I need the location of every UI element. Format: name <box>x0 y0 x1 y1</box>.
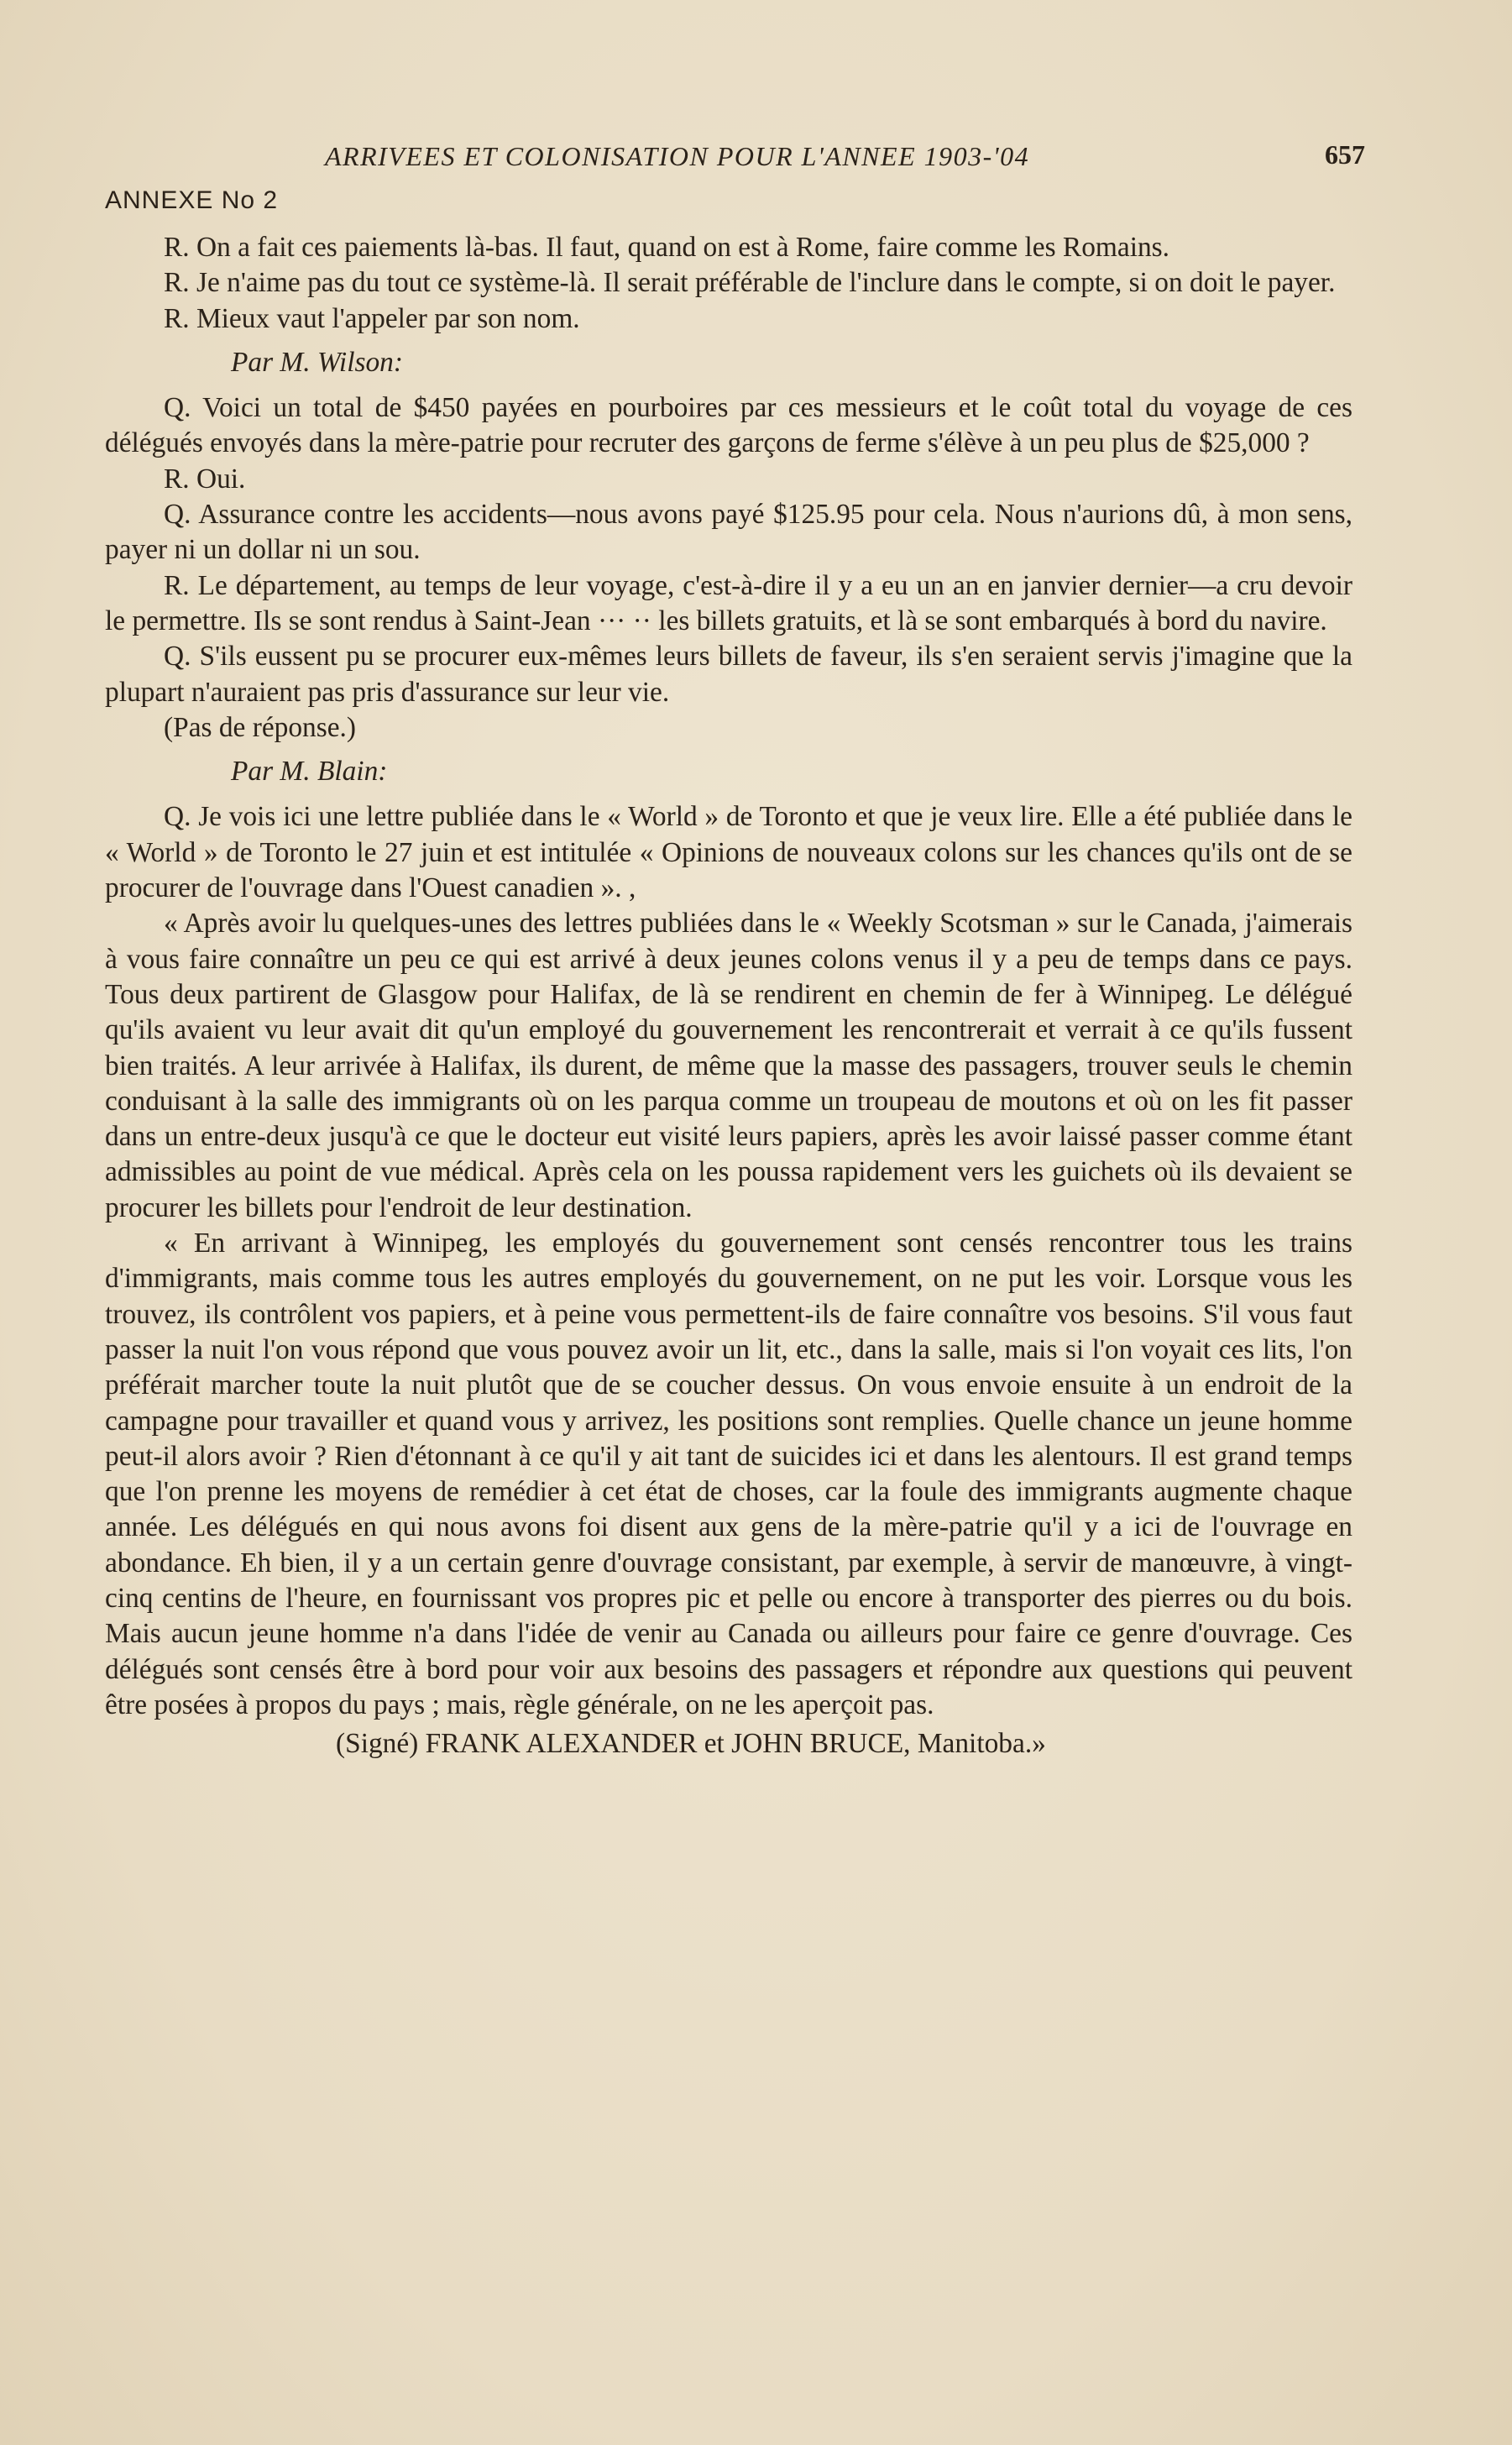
paragraph-question: Q. Voici un total de $450 payées en pourboires par ces messieurs et le coût total du voyage de ces délégués envoyés dans la mère-patrie pour recruter des garçons de ferme s'élève à un peu plus de $25,000 ? <box>105 392 1352 459</box>
paragraph-answer: R. Mieux vaut l'appeler par son nom. <box>164 302 580 334</box>
body-text <box>105 230 1352 1762</box>
paragraph-question: Q. Je vois ici une lettre publiée dans le « World » de Toronto et que je veux lire. Elle a été publiée dans le « World » de Toronto le 27 juin et est intitulée « Opinions de nouveaux colons sur les chances qu'ils ont de se procurer de l'ouvrage dans l'Ouest canadien ». , <box>105 801 1352 904</box>
speaker-heading-wilson: Par M. Wilson: <box>231 346 403 378</box>
speaker-heading-blain: Par M. Blain: <box>231 756 388 788</box>
annex-label: ANNEXE No 2 <box>105 186 279 214</box>
page-number: 657 <box>1325 139 1365 170</box>
running-title: ARRIVEES ET COLONISATION POUR L'ANNEE 1903-'04 <box>325 141 1030 171</box>
paragraph-answer: R. Je n'aime pas du tout ce système-là. Il serait préférable de l'inclure dans le compte, si on doit le payer. <box>164 267 1336 299</box>
paragraph-answer: R. Le département, au temps de leur voyage, c'est-à-dire il y a eu un an en janvier dernier—a cru devoir le permettre. Ils se sont rendus à Saint-Jean ··· ·· les billets gratuits, et là se sont embarqués à bord du navire. <box>105 569 1352 636</box>
letter-paragraph: « Après avoir lu quelques-unes des lettres publiées dans le « Weekly Scotsman » sur le Canada, j'aimerais à vous faire connaître un peu ce qui est arrivé à deux jeunes colons venus il y a peu de temps dans ce pays. Tous deux partirent de Glasgow pour Halifax, de là se rendirent en chemin de fer à Winnipeg. Le délégué qu'ils avaient vu leur avait dit qu'un employé du gouvernement les rencontrerait et verrait à ce qu'ils fussent bien traités. A leur arrivée à Halifax, ils durent, de même que la masse des passagers, trouver seuls le chemin conduisant à la salle des immigrants où on les parqua comme un troupeau de moutons et où on les fit passer dans un entre-deux jusqu'à ce que le docteur eut visité leurs papiers, après les avoir laissé passer comme étant admissibles au point de vue médical. Après cela on les poussa rapidement vers les guichets où ils devaient se procurer les billets pour l'endroit de leur destination. <box>105 908 1352 1223</box>
paragraph-answer: R. Oui. <box>164 463 246 495</box>
paragraph-question: Q. Assurance contre les accidents—nous avons payé $125.95 pour cela. Nous n'aurions dû, à mon sens, payer ni un dollar ni un sou. <box>105 499 1352 566</box>
letter-signature: (Signé) FRANK ALEXANDER et JOHN BRUCE, Manitoba.» <box>336 1728 1046 1760</box>
paragraph-answer: R. On a fait ces paiements là-bas. Il faut, quand on est à Rome, faire comme les Romains. <box>164 232 1170 263</box>
running-header <box>105 126 1365 176</box>
paragraph-question: Q. S'ils eussent pu se procurer eux-mêmes leurs billets de faveur, ils s'en seraient servis j'imagine que la plupart n'auraient pas pris d'assurance sur leur vie. <box>105 641 1352 708</box>
paragraph-no-answer: (Pas de réponse.) <box>164 711 357 743</box>
letter-paragraph: « En arrivant à Winnipeg, les employés du gouvernement sont censés rencontrer tous les trains d'immigrants, mais comme tous les autres employés du gouvernement, on ne put les voir. Lorsque vous les trouvez, ils contrôlent vos papiers, et à peine vous permettent-ils de faire connaître vos besoins. S'il vous faut passer la nuit l'on vous répond que vous pouvez avoir un lit, etc., dans la salle, mais si l'on voyait ces lits, l'on préférait marcher toute la nuit plutôt que de se coucher dessus. On vous envoie ensuite à un endroit de la campagne pour travailler et quand vous y arrivez, les positions sont remplies. Quelle chance un jeune homme peut-il alors avoir ? Rien d'étonnant à ce qu'il y ait tant de suicides ici et dans les alentours. Il est grand temps que l'on prenne les moyens de remédier à cet état de choses, car la foule des immigrants augmente chaque année. Les délégués en qui nous avons foi disent aux gens de la mère-patrie qu'il y a ici de l'ouvrage en abondance. Eh bien, il y a un certain genre d'ouvrage consistant, par exemple, à servir de manœuvre, à vingt-cinq centins de l'heure, en fournissant vos propres pic et pelle ou encore à transporter des pierres ou du bois. Mais aucun jeune homme n'a dans l'idée de venir au Canada ou ailleurs pour faire ce genre d'ouvrage. Ces délégués sont censés être à bord pour voir aux besoins des passagers et répondre aux questions qui peuvent être posées à propos du pays ; mais, règle générale, on ne les aperçoit pas. <box>105 1228 1352 1720</box>
